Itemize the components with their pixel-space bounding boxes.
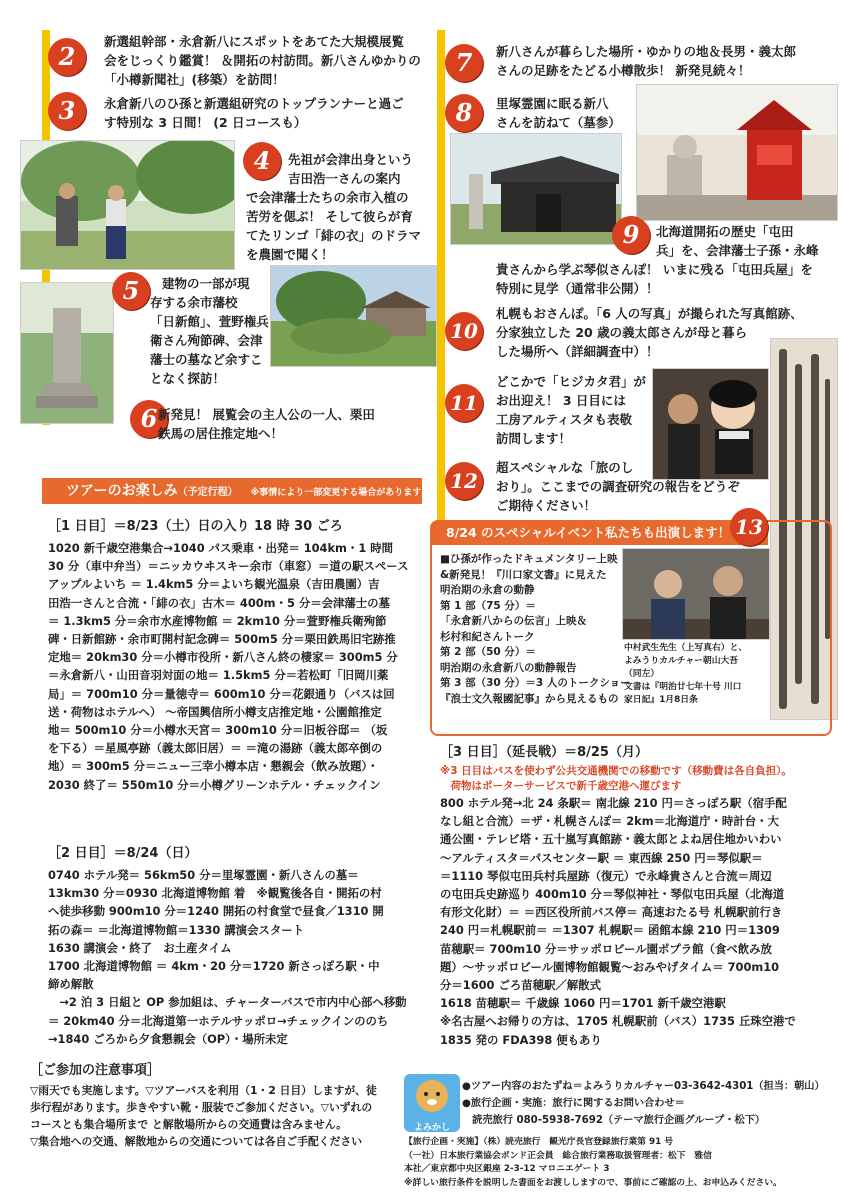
day1-line: 送・荷物はホテルへ） ～帝国興信所小樽支店推定地・公園館推定 [48, 704, 382, 719]
day3-line: 題）～サッポロビール園博物館観覧～おみやげタイム＝ 700m10 [440, 959, 780, 974]
contact-line: ●ツアー内容のおたずね＝よみうりカルチャー03-3642-4301（担当：朝山） [462, 1081, 825, 1092]
day3-line: ＝1110 琴似屯田兵村兵屋跡（復元）で永峰貴さんと合流＝周辺 [440, 868, 772, 883]
day2-line: 締め解散 [48, 977, 94, 992]
day2-line: →1840 ごろから夕食懇親会（OP）・場所未定 [48, 1031, 288, 1046]
item-6-badge: 6 [130, 400, 168, 438]
day3-line: 1618 苗穂駅＝ 千歳線 1060 円＝1701 新千歳空港駅 [440, 996, 726, 1011]
event-caption-line: （同左） [624, 669, 660, 679]
day3-note: 荷物はポーターサービスで新千歳空港へ運びます [440, 780, 682, 792]
day3-line: 240 円＝札幌駅前＝ ＝1307 札幌駅＝ 函館本線 210 円＝1309 [440, 923, 780, 938]
item-4-text-cont: で会津藩士たちの余市入植の 苦労を偲ぶ！ そして彼らが育 てたリンゴ「緋の衣」のドラマ を農園で聞く！ [246, 190, 422, 262]
day2-line: 0740 ホテル発＝ 56km50 分＝里塚霊園・新八さんの墓＝ [48, 868, 359, 882]
item-12-text: 超スペシャルな「旅のし [496, 460, 634, 475]
day1-line: 2030 終了＝ 550m10 分＝小樽グリーンホテル・チェックイン [48, 777, 381, 792]
event-line: &新発見！『川口家文書』に見えた [440, 568, 607, 581]
day2-section [48, 842, 430, 1048]
item-10-text: 札幌もおさんぽ。「6 人の写真」が撮られた写真館跡、 分家独立した 20 歳の義太郎さんが母と暮ら した場所へ（詳細調査中）！ [496, 306, 803, 359]
item-4-badge: 4 [243, 142, 281, 180]
event-line: 明治期の永倉新八の動静報告 [440, 661, 577, 674]
day1-line: 地）＝ 300m5 分＝ニュー三幸小樽本店・懇親会（飲み放題）・ [48, 759, 379, 774]
item-7-text: 新八さんが暮らした場所・ゆかりの地＆長男・義太郎 さんの足跡をたどる小樽散歩！ 新発見続々！ [496, 44, 797, 78]
item-2-text: 新選組幹部・永倉新八にスポットをあてた大規模展覧 会をじっくり鑑賞！ ＆開拓の村訪問。新八さんゆかりの 「小樽新聞社」(移築）を訪問！ [104, 34, 421, 87]
legal-line: 【旅行企画・実施】（株）読売旅行 観光庁長官登録旅行業第 91 号 [404, 1137, 674, 1147]
contact-line: 読売旅行 080-5938-7692（テーマ旅行企画グループ・松下） [462, 1115, 766, 1126]
item-11-text: どこかで「ヒジカタ君」が お出迎え！ 3 日目には 工房アルティスタも表敬 訪問します！ [496, 374, 647, 446]
day3-line: 分＝1600 ごろ苗穂駅／解散式 [440, 978, 601, 993]
notice-line: ▽雨天でも実施します。▽ツアーバスを利用（1・2 日目）しますが、徒 [30, 1084, 377, 1097]
day1-line: 30 分（車中弁当）＝ニッカウヰスキー余市（車窓）＝道の駅スペース [48, 559, 409, 574]
event-line: 第 1 部（75 分）＝ [440, 599, 536, 612]
day3-note: ※3 日目はバスを使わず公共交通機関での移動です（移動費は各自負担）。 [440, 765, 792, 777]
day3-line: 苗穂駅＝ 700m10 分＝サッポロビール園ポプラ館（食べ飲み放 [440, 941, 772, 956]
item-5-badge: 5 [112, 272, 150, 310]
shrine-photo [636, 84, 838, 221]
notice-line: 歩行程があります。歩きやすい靴・服装でご参加ください。▽いずれの [30, 1101, 373, 1114]
monument-photo [20, 282, 114, 424]
day1-heading: ［1 日目］＝8/23（土）日の入り 18 時 30 ごろ [48, 519, 343, 534]
event-text [440, 552, 640, 707]
item-8-badge: 8 [445, 94, 483, 132]
event-caption-line: 中村武生先生（上写真右）と、 [624, 643, 748, 653]
logo [404, 1074, 460, 1132]
item-5-text: 建物の一部が現 [162, 276, 250, 291]
event-photo [622, 548, 770, 640]
day3-section [440, 742, 836, 1049]
day1-line: 地＝ 500m10 分＝小樽水天宮＝ 300m10 分＝旧板谷邸＝ （坂 [48, 723, 388, 738]
item-9-text: 北海道開拓の歴史「屯田 兵」を、会津藩士子孫・永峰 [656, 224, 819, 258]
day1-line: 局」＝ 700m10 分＝量徳寺＝ 600m10 分＝花銀通り（バスは回 [48, 686, 395, 701]
item-11-badge: 11 [445, 384, 483, 422]
orchard-photo [20, 140, 235, 270]
item-5-text-cont: 存する余市藩校 「日新館」、萱野権兵 衛さん殉節碑、会津 藩士の墓など余すこ となく探訪！ [150, 295, 269, 386]
event-caption-line: 文書は『明治廿七年十号 川口 [624, 682, 742, 692]
day3-line: ※名古屋へお帰りの方は、1705 札幌駅前（バス）1735 丘珠空港で [440, 1014, 796, 1029]
event-line: 第 2 部（50 分）＝ [440, 646, 536, 658]
item-12-badge: 12 [445, 462, 483, 500]
event-caption [624, 642, 770, 707]
day2-heading: ［2 日目］＝8/24（日） [48, 846, 198, 861]
day1-section [48, 515, 430, 794]
day3-line: 通公園・テレビ塔・五十嵐写真館跡・義太郎とよね居住地かいわい [440, 832, 782, 847]
day1-line: 碑・日新館跡・余市町開村記念碑＝ 500m5 分＝栗田鉄馬旧宅跡推 [48, 632, 396, 647]
notice-line: ▽集合地への交通、解散地からの交通については各自ご手配ください [30, 1135, 362, 1148]
legal-line: ※詳しい旅行条件を説明した書面をお渡ししますので、事前にご確認の上、お申込みください。 [404, 1177, 782, 1188]
day2-line: 13km30 分＝0930 北海道博物館 着 ※観覧後各自・開拓の村 [48, 886, 382, 901]
day1-line: 1020 新千歳空港集合→1040 パス乗車・出発＝ 104km・1 時間 [48, 541, 393, 555]
day1-line: ＝ 1.3km5 分＝余市水産博物館 ＝ 2km10 分＝萱野権兵衛殉節 [48, 613, 387, 628]
day3-line: なし組と合流）＝ザ・札幌さんぽ＝ 2km＝北海道庁・時計台・大 [440, 814, 779, 829]
day3-line: 有形文化財）＝ ＝西区役所前バス停＝ 高速おたる号 札幌駅前行き [440, 905, 783, 920]
day2-line: へ徒歩移動 900m10 分＝1240 開拓の村食堂で昼食／1310 開 [48, 904, 384, 919]
day2-line: 1700 北海道博物館 ＝ 4km・20 分＝1720 新さっぽろ駅・中 [48, 959, 380, 974]
day3-line: の屯田兵史跡巡り 400m10 分＝琴似神社・琴似屯田兵屋（北海道 [440, 887, 785, 902]
right-accent-bar [437, 30, 445, 535]
item-12-text-cont: おり」。ここまでの調査研究の報告をどうぞ ご期待ください！ [496, 479, 740, 513]
day3-line: ～アルティスタ＝パスセンター駅 ＝ 東西線 250 円＝琴似駅＝ [440, 850, 763, 865]
day1-line: 田浩一さんと合流・「緋の衣」古木＝ 400m・5 分＝会津藩士の墓 [48, 595, 390, 610]
event-title: 8/24 のスペシャルイベント私たちも出演します！ [446, 525, 731, 540]
day2-line: ＝ 20km40 分＝北海道第一ホテルサッポロ→チェックインののち [48, 1013, 389, 1028]
day1-line: アップルよいち ＝ 1.4km5 分＝よいち観光温泉（吉田農園）吉 [48, 577, 380, 592]
item-8-text: 里塚霊園に眠る新八 さんを訪ねて（墓参） [496, 96, 621, 130]
legal-line: （一社）日本旅行業協会ボンド正会員 総合旅行業務取扱管理者：松下 雅信 [404, 1150, 712, 1161]
contact-line: ●旅行企画・実施：旅行に関するお問い合わせ＝ [462, 1098, 685, 1109]
day1-line: 定地＝ 20km30 分＝小樽市役所・新八さん終の棲家＝ 300m5 分 [48, 650, 398, 665]
item-9-badge: 9 [612, 216, 650, 254]
legal-line: 本社／東京都中央区銀座 2-3-12 マロニエゲート 3 [404, 1164, 610, 1174]
event-line: 『浪士文久報國記事』から見えるもの [440, 692, 619, 705]
item-3-text: 永倉新八のひ孫と新選組研究のトップランナーと過ご す特別な 3 日間！ (2 日コースも） [104, 96, 404, 130]
nisshinkan-photo [270, 265, 437, 367]
item-2-badge: 2 [48, 38, 86, 76]
item-3-badge: 3 [48, 92, 86, 130]
item-13-badge: 13 [730, 508, 768, 546]
item-10-badge: 10 [445, 312, 483, 350]
mascot-photo [652, 368, 769, 480]
event-caption-line: 家日記』1月8日条 [624, 695, 698, 705]
logo-text: よみかし [413, 1123, 450, 1133]
notice-line: コースとも集合場所まで と解散場所からの交通費は含みません。 [30, 1118, 347, 1131]
event-line: 「永倉新八からの伝言」上映＆ [440, 615, 587, 627]
legal-info [404, 1136, 836, 1190]
item-4-text: 先祖が会津出身という 吉田浩一さんの案内 [288, 152, 414, 186]
event-line: ■ひ孫が作ったドキュメンタリー上映 [440, 553, 618, 565]
item-9-text-cont: 貴さんから学ぶ琴似さんぽ！ いまに残る「屯田兵屋」を 特別に見学（通常非公開）！ [496, 262, 813, 296]
event-line: 明治期の永倉の動静 [440, 584, 535, 596]
event-caption-line: よみうりカルチャー朝山大吾 [624, 656, 739, 666]
contact-info [462, 1078, 837, 1129]
item-6-text: 新発見！ 展覧会の主人公の一人、栗田 鉄馬の居住推定地へ！ [158, 407, 375, 441]
day2-line: 1630 講演会・終了 お土産タイム [48, 940, 232, 955]
day3-line: 800 ホテル発→北 24 条駅＝ 南北線 210 円＝さっぽろ駅（宿手配 [440, 796, 787, 810]
day2-line: →2 泊 3 日組と OP 参加組は、チャーターバスで市内中心部へ移動 [48, 995, 407, 1010]
event-line: 杉村和紀さんトーク [440, 630, 535, 643]
event-line: 第 3 部（30 分）＝3 人のトークショー [440, 677, 631, 689]
schedule-banner-title: ツアーのお楽しみ（予定行程） ※事情により一部変更する場合があります [66, 483, 422, 499]
day3-line: 1835 発の FDA398 便もあり [440, 1032, 602, 1047]
item-7-badge: 7 [445, 44, 483, 82]
notice-heading: ［ご参加の注意事項］ [30, 1063, 161, 1078]
day3-heading: ［3 日目］（延長戦）＝8/25（月） [440, 745, 648, 760]
day1-line: を下る）＝星風亭跡（義太郎旧居）＝ ＝滝の湯跡（義太郎卒倒の [48, 741, 383, 756]
notice-section [30, 1060, 415, 1150]
storehouse-photo [450, 133, 622, 245]
day2-line: 拓の森＝ ＝北海道博物館＝1330 講演会スタート [48, 922, 305, 937]
day1-line: ＝永倉新八・山田音羽対面の地＝ 1.5km5 分＝若松町「旧岡川薬 [48, 668, 389, 683]
